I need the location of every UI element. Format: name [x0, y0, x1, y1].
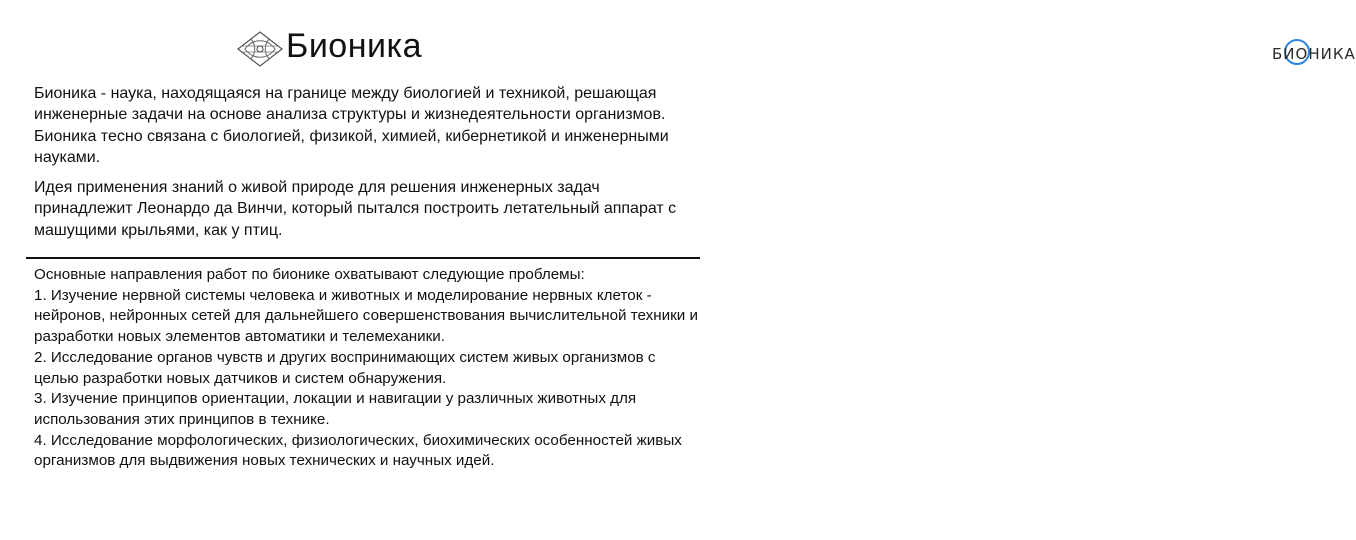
section-divider	[26, 257, 700, 259]
brand-logo-text: БИОНИКА	[1272, 45, 1356, 63]
problem-item-3: 3. Изучение принципов ориентации, локации и навигации у различных животных для использования этих принципов в технике.	[34, 390, 637, 428]
bionica-logo-icon	[632, 18, 1356, 63]
definition-text: Бионика - наука, находящаяся на границе между биологией и техникой, решающая инженерные задачи на основе анализа структуры и жизнедеятельности организмов. Бионика тесно связана с биологией, физикой, химией, кибернетикой и инженерными науками.	[34, 85, 669, 166]
problem-item-4: 4. Исследование морфологических, физиологических, биохимических особенностей живых организмов для выдвижения новых технических и научных идей.	[34, 431, 682, 470]
problem-item-1: 1. Изучение нервной системы человека и животных и моделирование нервных клеток - нейронов, нейронных сетей для дальнейшего совершенствования вычислительной техники и разработки новых элементов автоматики и телемеханики.	[34, 286, 698, 346]
problems-heading: Основные направления работ по бионике охватывают следующие проблемы:	[34, 266, 585, 283]
bionic-emblem-icon	[235, 28, 285, 70]
problems-list	[34, 265, 704, 472]
history-text: Идея применения знаний о живой природе для решения инженерных задач принадлежит Леонардо да Винчи, который пытался построить летательный аппарат с машущими крыльями, как у птиц.	[34, 179, 677, 239]
problem-item-2: 2. Исследование органов чувств и других воспринимающих систем живых организмов с целью разработки новых датчиков и систем обнаружения.	[34, 348, 656, 387]
slide-header	[0, 0, 1356, 80]
page-title: Бионика	[286, 27, 423, 65]
intro-paragraph-1	[34, 83, 694, 168]
intro-paragraph-2	[34, 177, 694, 241]
